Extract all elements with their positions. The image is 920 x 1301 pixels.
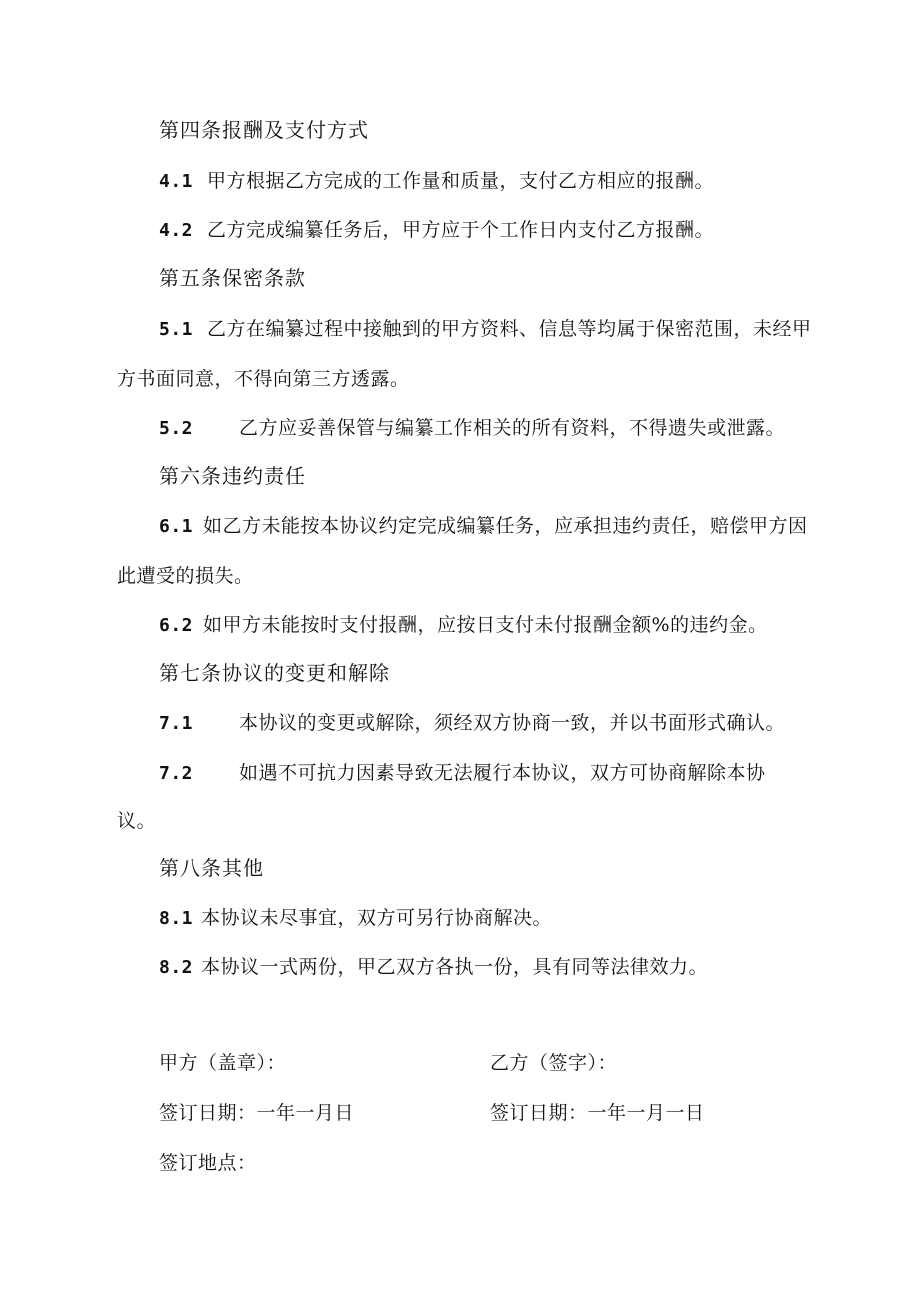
section-4-heading: 第四条报酬及支付方式 <box>159 118 369 142</box>
signing-place-label: 签订地点： <box>159 1152 257 1174</box>
clause-number: 6.1 <box>159 516 194 537</box>
clause-8-2 <box>159 955 708 980</box>
clause-text: 乙方应妥善保管与编纂工作相关的所有资料，不得遗失或泄露。 <box>239 417 786 439</box>
clause-text: 如遇不可抗力因素导致无法履行本协议，双方可协商解除本协 <box>239 762 766 784</box>
clause-6-1-continuation: 此遭受的损失。 <box>117 565 254 587</box>
clause-7-2 <box>159 761 766 786</box>
clause-5-2 <box>159 416 785 441</box>
clause-number: 6.2 <box>159 615 194 636</box>
clause-text: 本协议一式两份，甲乙双方各执一份，具有同等法律效力。 <box>201 956 709 978</box>
clause-number: 8.2 <box>159 957 194 978</box>
clause-text: 甲方根据乙方完成的工作量和质量，支付乙方相应的报酬。 <box>207 170 715 192</box>
party-a-date-label: 签订日期：一年一月日 <box>159 1102 355 1124</box>
clause-text: 如甲方未能按时支付报酬，应按日支付未付报酬金额%的违约金。 <box>203 614 768 636</box>
clause-number: 5.2 <box>159 418 194 439</box>
clause-6-2 <box>159 613 768 638</box>
clause-text: 本协议的变更或解除，须经双方协商一致，并以书面形式确认。 <box>239 712 786 734</box>
clause-4-1 <box>159 169 714 194</box>
clause-number: 4.2 <box>159 220 194 241</box>
clause-number: 4.1 <box>159 171 194 192</box>
clause-text: 如乙方未能按本协议约定完成编纂任务，应承担违约责任，赔偿甲方因 <box>203 515 808 537</box>
party-b-date-label: 签订日期：一年一月一日 <box>490 1102 705 1124</box>
clause-text: 乙方在编纂过程中接触到的甲方资料、信息等均属于保密范围，未经甲 <box>207 318 812 340</box>
party-b-signature-label: 乙方（签字）： <box>490 1052 618 1074</box>
clause-5-1-continuation: 方书面同意，不得向第三方透露。 <box>117 368 410 390</box>
section-5-heading: 第五条保密条款 <box>159 266 306 290</box>
section-8-heading: 第八条其他 <box>159 856 264 880</box>
clause-7-1 <box>159 711 785 736</box>
clause-number: 7.1 <box>159 713 194 734</box>
section-6-heading: 第六条违约责任 <box>159 464 306 488</box>
clause-text: 乙方完成编纂任务后，甲方应于个工作日内支付乙方报酬。 <box>207 219 715 241</box>
clause-6-1 <box>159 514 808 539</box>
clause-number: 5.1 <box>159 319 194 340</box>
clause-4-2 <box>159 218 714 243</box>
clause-number: 8.1 <box>159 908 194 929</box>
clause-text: 本协议未尽事宜，双方可另行协商解决。 <box>201 907 553 929</box>
party-a-seal-label: 甲方（盖章）： <box>159 1052 287 1074</box>
clause-number: 7.2 <box>159 763 194 784</box>
clause-5-1 <box>159 317 812 342</box>
clause-7-2-continuation: 议。 <box>117 810 157 832</box>
clause-8-1 <box>159 906 552 931</box>
section-7-heading: 第七条协议的变更和解除 <box>159 661 390 685</box>
